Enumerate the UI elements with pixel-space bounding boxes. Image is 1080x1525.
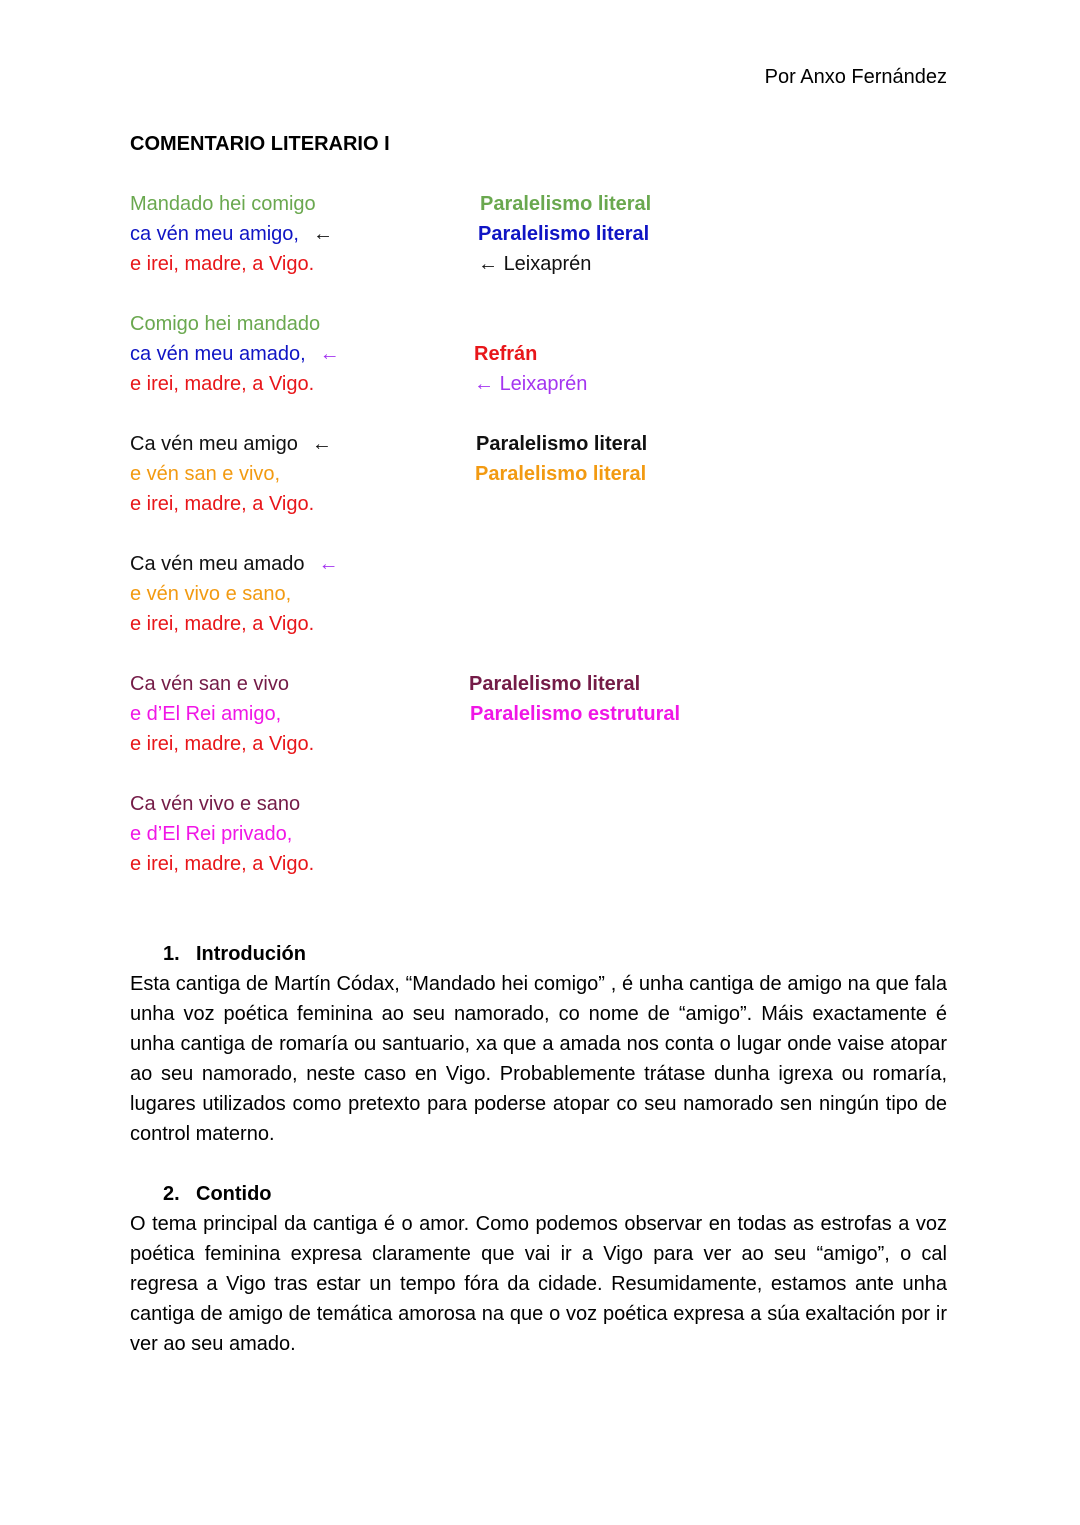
left-arrow-icon: ← — [478, 253, 498, 275]
note-paralelismo-literal: Paralelismo literal — [476, 433, 648, 455]
poem-line: Ca vén meu amigo — [130, 433, 298, 455]
section-heading-introducion — [163, 939, 306, 969]
section-paragraph: Esta cantiga de Martín Códax, “Mandado hei comigo” , é unha cantiga de amigo na que fala unha voz poética feminina ao seu namorado, co nome de “amigo”. Máis exactamente é unha cantiga de romaría ou santuario, xa que a amada nos conta o lugar onde vaise atopar ao seu namorado, neste caso en Vigo. Probablemente trátase dunha igrexa ou romaría, lugares utilizados como pretexto para poderse atopar co seu namorado sen ningún tipo de control materno. — [130, 973, 947, 1145]
note-leixapren — [478, 249, 591, 279]
poem-line-refrain: e irei, madre, a Vigo. — [130, 373, 315, 395]
section-heading-contido — [163, 1179, 272, 1209]
section-number: 1. — [163, 943, 180, 965]
left-arrow-icon: ← — [311, 433, 332, 455]
note-paralelismo-literal: Paralelismo literal — [480, 193, 652, 215]
poem-line: Mandado hei comigo — [130, 193, 316, 215]
note-paralelismo-literal: Paralelismo literal — [478, 223, 650, 245]
left-arrow-icon: ← — [312, 223, 333, 245]
poem-line-with-arrow — [130, 549, 339, 579]
section-number: 2. — [163, 1183, 180, 1205]
poem-line: Ca vén san e vivo — [130, 673, 289, 695]
note-paralelismo-estrutural: Paralelismo estrutural — [470, 703, 681, 725]
poem-line: Ca vén vivo e sano — [130, 793, 301, 815]
poem-line-refrain: e irei, madre, a Vigo. — [130, 613, 315, 635]
poem-line-refrain: e irei, madre, a Vigo. — [130, 253, 315, 275]
poem-line-with-arrow — [130, 339, 340, 369]
note-leixapren-label: Leixaprén — [499, 373, 588, 395]
note-paralelismo-literal: Paralelismo literal — [475, 463, 647, 485]
left-arrow-icon: ← — [318, 553, 339, 575]
poem-line-with-arrow — [130, 429, 332, 459]
left-arrow-icon: ← — [474, 373, 494, 395]
note-paralelismo-literal: Paralelismo literal — [469, 673, 641, 695]
left-arrow-icon: ← — [319, 343, 340, 365]
author-credit: Por Anxo Fernández — [764, 66, 947, 88]
poem-line-refrain: e irei, madre, a Vigo. — [130, 853, 315, 875]
poem-line-with-arrow — [130, 219, 333, 249]
section-title: Contido — [196, 1183, 272, 1205]
poem-line: Ca vén meu amado — [130, 553, 305, 575]
poem-line-refrain: e irei, madre, a Vigo. — [130, 493, 315, 515]
section-title: Introdución — [196, 943, 306, 965]
page-title: COMENTARIO LITERARIO I — [130, 133, 390, 155]
poem-line: ca vén meu amado, — [130, 343, 306, 365]
note-leixapren-label: Leixaprén — [503, 253, 592, 275]
section-paragraph: O tema principal da cantiga é o amor. Como podemos observar en todas as estrofas a voz poética feminina expresa claramente que vai ir a Vigo para ver ao seu “amigo”, o cal regresa a Vigo tras estar un tempo fóra da cidade. Resumidamente, estamos ante unha cantiga de amigo de temática amorosa na que o voz poética expresa a súa exaltación por ir ver ao seu amado. — [130, 1213, 947, 1355]
poem-line: e d’El Rei amigo, — [130, 703, 282, 725]
note-refran: Refrán — [474, 343, 538, 365]
poem-line: e d’El Rei privado, — [130, 823, 293, 845]
poem-line-refrain: e irei, madre, a Vigo. — [130, 733, 315, 755]
poem-line: ca vén meu amigo, — [130, 223, 299, 245]
poem-line: e vén vivo e sano, — [130, 583, 292, 605]
poem-line: Comigo hei mandado — [130, 313, 321, 335]
note-leixapren — [474, 369, 587, 399]
poem-line: e vén san e vivo, — [130, 463, 281, 485]
